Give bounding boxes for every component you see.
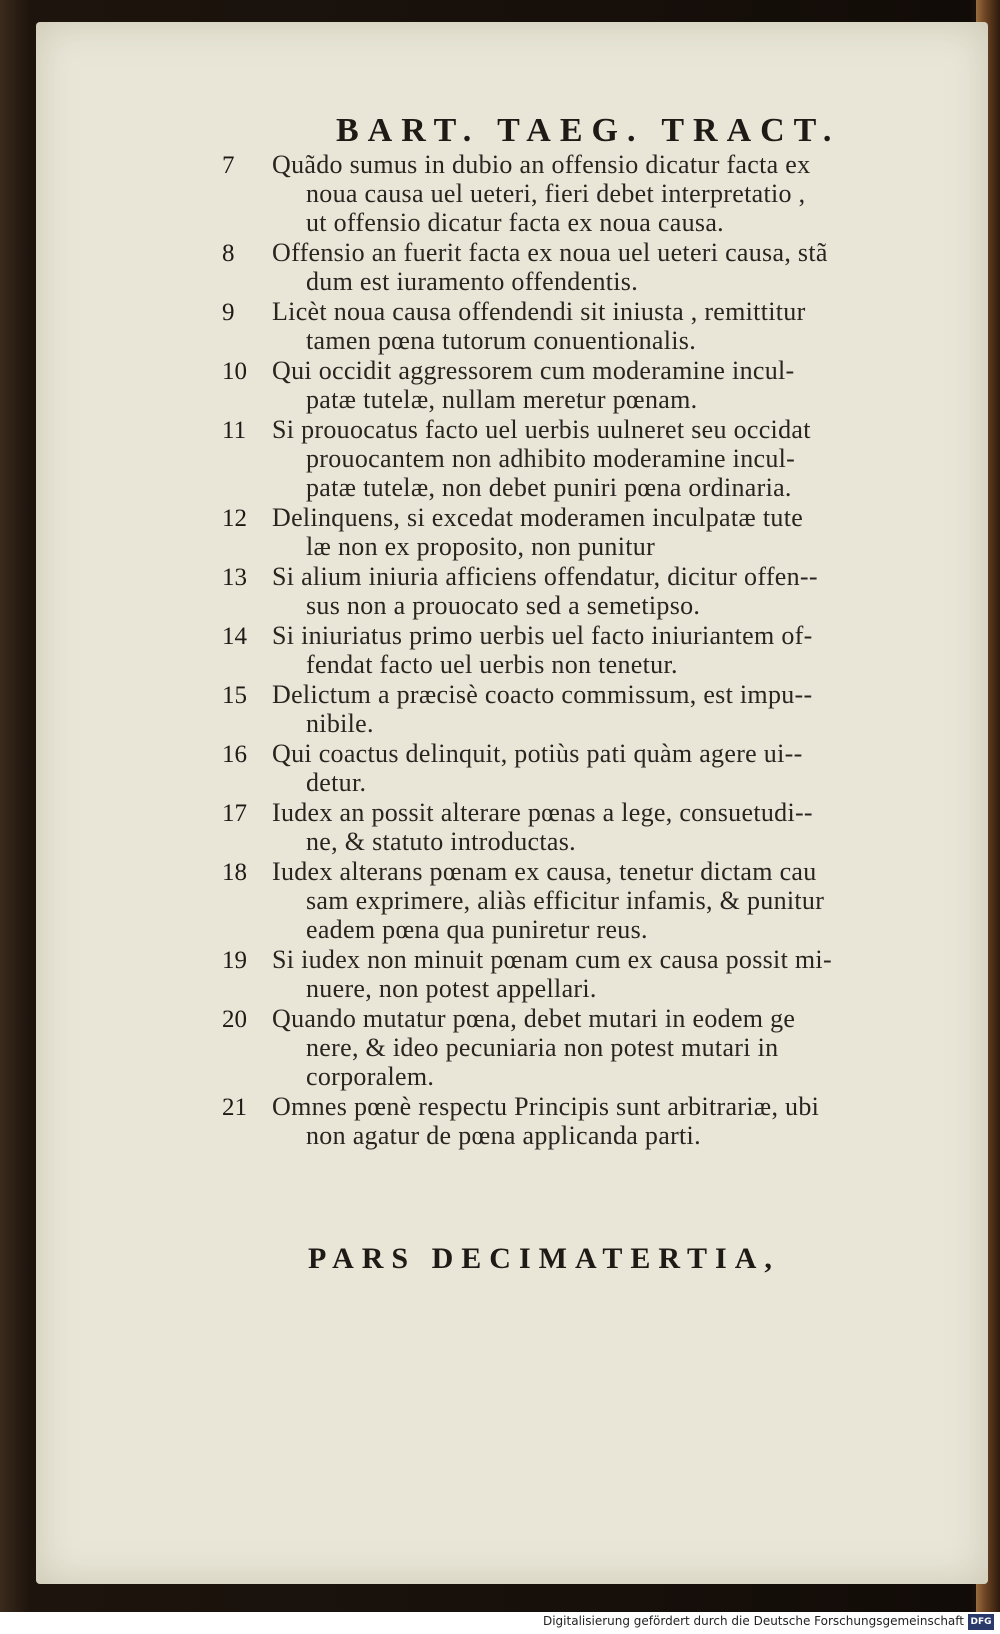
entry-number: 17 xyxy=(222,800,247,827)
entry-text-line: sam exprimere, aliàs efficitur infamis, & punitur xyxy=(306,886,825,915)
entry-text-line: Delinquens, si excedat moderamen inculpatæ tute xyxy=(272,503,804,532)
entry-text-line: nibile. xyxy=(306,709,374,738)
entry-text-line: ne, & statuto introductas. xyxy=(306,827,576,856)
entry-number: 13 xyxy=(222,564,247,591)
entry-text-line: fendat facto uel uerbis non tenetur. xyxy=(306,650,678,679)
entry-text-line: noua causa uel ueteri, fieri debet interpretatio , xyxy=(306,179,806,208)
entry-text-line: prouocantem non adhibito moderamine incul- xyxy=(306,444,796,473)
entry-text-line: nuere, non potest appellari. xyxy=(306,974,597,1003)
entry-number: 14 xyxy=(222,623,247,650)
entry-number: 10 xyxy=(222,358,247,385)
entry-text-line: Iudex alterans pœnam ex causa, tenetur dictam cau xyxy=(272,857,817,886)
entry-number: 16 xyxy=(222,741,247,768)
entry-number: 9 xyxy=(222,299,235,326)
entry-text-line: ut offensio dicatur facta ex noua causa. xyxy=(306,208,724,237)
entry-number: 20 xyxy=(222,1006,247,1033)
entry-text-line: nere, & ideo pecuniaria non potest mutari in xyxy=(306,1033,779,1062)
funding-credit: Digitalisierung gefördert durch die Deutsche Forschungsgemeinschaft xyxy=(542,1614,964,1628)
entry-number: 8 xyxy=(222,240,235,267)
entry-number: 19 xyxy=(222,947,247,974)
entry-text-line: Iudex an possit alterare pœnas a lege, consuetudi-- xyxy=(272,798,813,827)
entry-text-line: detur. xyxy=(306,768,367,797)
entry-text-line: patæ tutelæ, non debet puniri pœna ordinaria. xyxy=(306,473,792,502)
entry-text-line: Omnes pœnè respectu Principis sunt arbitrariæ, ubi xyxy=(272,1092,820,1121)
entry-text-line: Qui occidit aggressorem cum moderamine incul- xyxy=(272,356,795,385)
entry-text-line: Offensio an fuerit facta ex noua uel ueteri causa, stã xyxy=(272,238,828,267)
entry-text-line: patæ tutelæ, nullam meretur pœnam. xyxy=(306,385,698,414)
running-head: BART. TAEG. TRACT. xyxy=(336,112,841,149)
entry-text-line: dum est iuramento offendentis. xyxy=(306,267,639,296)
entry-text-line: Quãdo sumus in dubio an offensio dicatur facta ex xyxy=(272,150,811,179)
entry-number: 12 xyxy=(222,505,247,532)
entry-text-line: tamen pœna tutorum conuentionalis. xyxy=(306,326,697,355)
entry-number: 15 xyxy=(222,682,247,709)
entry-text-line: Qui coactus delinquit, potiùs pati quàm agere ui-- xyxy=(272,739,803,768)
dfg-logo: DFG xyxy=(968,1614,994,1630)
entry-number: 18 xyxy=(222,859,247,886)
entry-text-line: sus non a prouocato sed a semetipso. xyxy=(306,591,701,620)
entry-text-line: eadem pœna qua puniretur reus. xyxy=(306,915,648,944)
entry-text-line: Si prouocatus facto uel uerbis uulneret seu occidat xyxy=(272,415,811,444)
entry-text-line: non agatur de pœna applicanda parti. xyxy=(306,1121,701,1150)
section-title: PARS DECIMATERTIA, xyxy=(308,1242,780,1275)
entry-number: 21 xyxy=(222,1094,247,1121)
entry-text-line: Licèt noua causa offendendi sit iniusta , remittitur xyxy=(272,297,806,326)
entry-text-line: corporalem. xyxy=(306,1062,435,1091)
entry-text-line: Quando mutatur pœna, debet mutari in eodem ge xyxy=(272,1004,796,1033)
entry-number: 11 xyxy=(222,417,247,444)
entry-number: 7 xyxy=(222,152,235,179)
entry-text-line: læ non ex proposito, non punitur xyxy=(306,532,656,561)
entry-text-line: Si iniuriatus primo uerbis uel facto iniuriantem of- xyxy=(272,621,813,650)
entry-text-line: Si iudex non minuit pœnam cum ex causa possit mi- xyxy=(272,945,832,974)
entry-text-line: Delictum a præcisè coacto commissum, est impu-- xyxy=(272,680,813,709)
entry-text-line: Si alium iniuria afficiens offendatur, dicitur offen-- xyxy=(272,562,818,591)
book-page xyxy=(36,22,988,1584)
